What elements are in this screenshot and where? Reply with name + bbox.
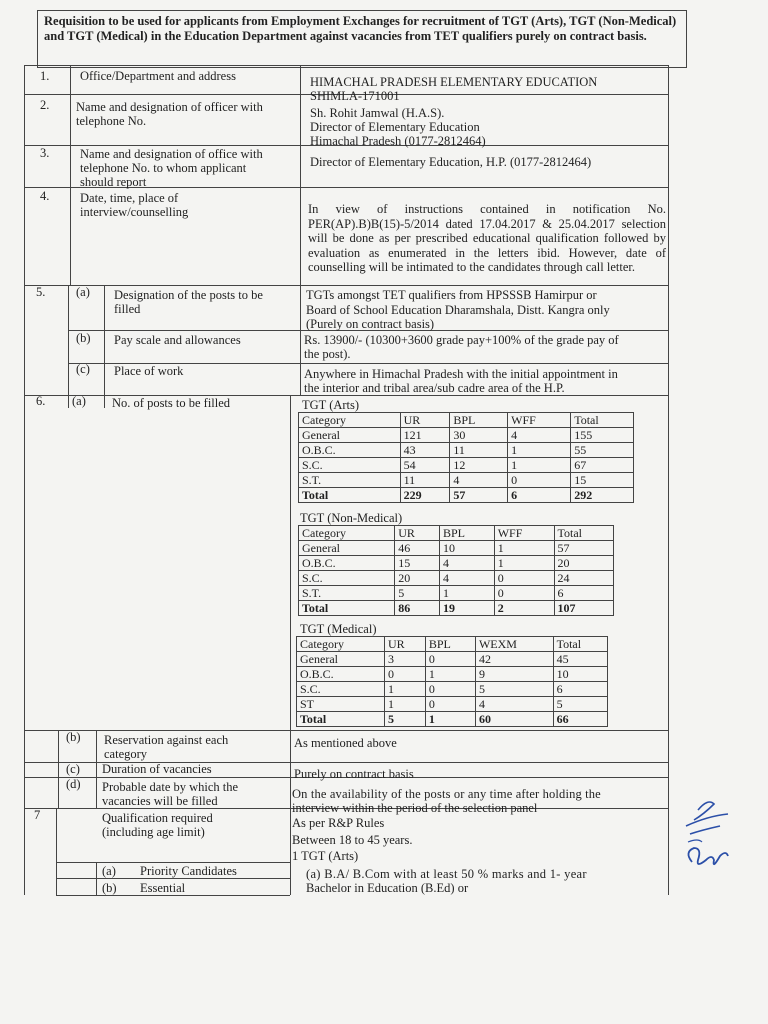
handwritten-signature	[668, 790, 748, 890]
table-tgt-nonmedical	[298, 525, 614, 616]
row-7b-sub: (b)	[102, 881, 117, 895]
table-cell: 57	[450, 488, 508, 503]
row-5a-label-line2: filled	[114, 302, 141, 316]
table-row	[297, 697, 608, 712]
table-cell: 0	[385, 667, 426, 682]
row-1-label: Office/Department and address	[80, 69, 236, 83]
row-7-value-line5: Bachelor in Education (B.Ed) or	[306, 881, 469, 895]
table-cell: 4	[508, 428, 571, 443]
table-row	[299, 571, 614, 586]
table-cell: 229	[400, 488, 450, 503]
table-cell: 42	[475, 652, 553, 667]
row-5b-sub: (b)	[76, 331, 91, 345]
table-cell: S.C.	[299, 571, 395, 586]
row-6b-sub: (b)	[66, 730, 81, 744]
table-cell: S.T.	[299, 473, 401, 488]
table-row	[299, 526, 614, 541]
table-cell: 60	[475, 712, 553, 727]
row-1-value-line2: SHIMLA-171001	[310, 89, 400, 103]
table-cell: 4	[439, 556, 494, 571]
table-cell: Total	[571, 413, 634, 428]
table-cell: 15	[395, 556, 440, 571]
table-cell: UR	[395, 526, 440, 541]
table-cell: 55	[571, 443, 634, 458]
row-7b-label: Essential	[140, 881, 186, 895]
row-5a-label-line1: Designation of the posts to be	[114, 288, 263, 302]
row-7-value-line1: As per R&P Rules	[292, 816, 385, 830]
table-cell: BPL	[439, 526, 494, 541]
table-cell: 5	[385, 712, 426, 727]
table-cell: 9	[475, 667, 553, 682]
table-cell: S.C.	[299, 458, 401, 473]
table-cell: General	[299, 428, 401, 443]
table-cell: S.C.	[297, 682, 385, 697]
table-cell: BPL	[425, 637, 475, 652]
table-nonmed-title: TGT (Non-Medical)	[300, 511, 403, 525]
table-cell: 1	[508, 443, 571, 458]
row-3-label-line3: should report	[80, 175, 147, 189]
table-cell: 20	[554, 556, 613, 571]
table-cell: 67	[571, 458, 634, 473]
table-cell: 10	[439, 541, 494, 556]
table-cell: General	[297, 652, 385, 667]
table-cell: 1	[385, 682, 426, 697]
table-row	[299, 428, 634, 443]
table-row	[299, 556, 614, 571]
table-cell: 3	[385, 652, 426, 667]
table-cell: Category	[299, 526, 395, 541]
table-cell: O.B.C.	[299, 443, 401, 458]
row-6c-label: Duration of vacancies	[102, 762, 212, 776]
table-cell: 20	[395, 571, 440, 586]
table-cell: 10	[553, 667, 607, 682]
row-5-number: 5.	[36, 285, 46, 299]
table-cell: 0	[494, 586, 554, 601]
row-7-value-line4: (a) B.A/ B.Com with at least 50 % marks and 1- year	[306, 867, 587, 881]
row-6b-value: As mentioned above	[294, 736, 397, 750]
row-6d-label-line1: Probable date by which the	[102, 780, 239, 794]
table-cell: WEXM	[475, 637, 553, 652]
row-3-label-line1: Name and designation of office with	[80, 147, 263, 161]
table-cell: S.T.	[299, 586, 395, 601]
table-cell: WFF	[508, 413, 571, 428]
table-row	[297, 712, 608, 727]
table-cell: 1	[494, 541, 554, 556]
table-cell: 24	[554, 571, 613, 586]
row-6d-value-line2: interview within the period of the selection panel	[292, 801, 538, 815]
table-cell: 57	[554, 541, 613, 556]
row-5c-value-line1: Anywhere in Himachal Pradesh with the initial appointment in	[304, 367, 618, 381]
row-2-label-line2: telephone No.	[76, 114, 147, 128]
row-7-label-line2: (including age limit)	[102, 825, 205, 839]
row-2-label-line1: Name and designation of officer with	[76, 100, 263, 114]
table-cell: ST	[297, 697, 385, 712]
table-cell: 4	[475, 697, 553, 712]
table-cell: 19	[439, 601, 494, 616]
row-3-number: 3.	[40, 146, 50, 160]
table-row	[297, 667, 608, 682]
row-6a-label: No. of posts to be filled	[112, 396, 231, 410]
table-cell: 66	[553, 712, 607, 727]
row-5c-value-line2: the interior and tribal area/sub cadre area of the H.P.	[304, 381, 565, 395]
row-5c-sub: (c)	[76, 362, 90, 376]
table-row	[299, 458, 634, 473]
table-cell: 43	[400, 443, 450, 458]
table-cell: 5	[395, 586, 440, 601]
table-cell: 4	[439, 571, 494, 586]
row-6d-sub: (d)	[66, 777, 81, 791]
table-cell: 0	[425, 682, 475, 697]
table-cell: 155	[571, 428, 634, 443]
row-7-label-line1: Qualification required	[102, 811, 213, 825]
document-heading: Requisition to be used for applicants from Employment Exchanges for recruitment of TGT (Arts), TGT (Non-Medical) and TGT (Medical) in the Education Department against vacancies from TET qualifiers purely on contract basis.	[44, 14, 677, 43]
table-cell: Total	[299, 488, 401, 503]
row-2-value-line1: Sh. Rohit Jamwal (H.A.S).	[310, 106, 445, 120]
table-cell: 0	[494, 571, 554, 586]
table-cell: 46	[395, 541, 440, 556]
row-6-number: 6.	[36, 394, 46, 408]
table-cell: O.B.C.	[297, 667, 385, 682]
table-cell: 30	[450, 428, 508, 443]
table-cell: 11	[450, 443, 508, 458]
row-6b-label-line1: Reservation against each	[104, 733, 229, 747]
table-row	[299, 488, 634, 503]
table-cell: 1	[439, 586, 494, 601]
table-cell: 6	[554, 586, 613, 601]
table-cell: Total	[297, 712, 385, 727]
row-2-value-line2: Director of Elementary Education	[310, 120, 480, 134]
row-4-label-line2: interview/counselling	[80, 205, 189, 219]
table-row	[299, 473, 634, 488]
table-arts-title: TGT (Arts)	[302, 398, 360, 412]
table-cell: UR	[400, 413, 450, 428]
table-cell: 107	[554, 601, 613, 616]
row-5a-value-line3: (Purely on contract basis)	[306, 317, 435, 331]
table-cell: Total	[554, 526, 613, 541]
row-5c-label: Place of work	[114, 364, 184, 378]
table-cell: 86	[395, 601, 440, 616]
table-cell: General	[299, 541, 395, 556]
table-cell: Category	[297, 637, 385, 652]
table-cell: 12	[450, 458, 508, 473]
table-row	[297, 652, 608, 667]
table-cell: 0	[425, 697, 475, 712]
table-cell: 54	[400, 458, 450, 473]
table-row	[299, 443, 634, 458]
table-cell: 1	[508, 458, 571, 473]
table-row	[299, 413, 634, 428]
table-row	[299, 601, 614, 616]
table-cell: 6	[508, 488, 571, 503]
table-cell: 1	[425, 667, 475, 682]
row-3-value: Director of Elementary Education, H.P. (0177-2812464)	[310, 155, 592, 169]
table-cell: 6	[553, 682, 607, 697]
row-7-number: 7	[34, 808, 41, 822]
row-6c-sub: (c)	[66, 762, 80, 776]
table-cell: O.B.C.	[299, 556, 395, 571]
table-row	[299, 586, 614, 601]
table-cell: 11	[400, 473, 450, 488]
table-cell: 121	[400, 428, 450, 443]
table-cell: 0	[508, 473, 571, 488]
table-cell: 1	[425, 712, 475, 727]
row-5b-value-line1: Rs. 13900/- (10300+3600 grade pay+100% of the grade pay of	[304, 333, 619, 347]
row-7-value-line3: 1 TGT (Arts)	[292, 849, 359, 863]
row-6c-value: Purely on contract basis	[294, 767, 414, 781]
row-3-label-line2: telephone No. to whom applicant	[80, 161, 247, 175]
table-cell: Total	[299, 601, 395, 616]
row-4-number: 4.	[40, 189, 50, 203]
row-7a-label: Priority Candidates	[140, 864, 237, 878]
row-5a-value-line2: Board of School Education Dharamshala, Distt. Kangra only	[306, 303, 610, 317]
row-5a-sub: (a)	[76, 285, 90, 299]
table-cell: 292	[571, 488, 634, 503]
row-2-value-line3: Himachal Pradesh (0177-2812464)	[310, 134, 486, 148]
row-6a-sub: (a)	[72, 394, 86, 408]
table-cell: 4	[450, 473, 508, 488]
table-row	[297, 637, 608, 652]
table-cell: 0	[425, 652, 475, 667]
table-cell: 5	[553, 697, 607, 712]
row-7-value-line2: Between 18 to 45 years.	[292, 833, 413, 847]
row-1-value-line1: HIMACHAL PRADESH ELEMENTARY EDUCATION	[310, 75, 598, 89]
table-cell: 5	[475, 682, 553, 697]
table-cell: 1	[385, 697, 426, 712]
table-cell: 45	[553, 652, 607, 667]
row-4-label-line1: Date, time, place of	[80, 191, 179, 205]
table-row	[299, 541, 614, 556]
table-cell: 15	[571, 473, 634, 488]
row-5a-value-line1: TGTs amongst TET qualifiers from HPSSSB Hamirpur or	[306, 288, 597, 302]
row-1-number: 1.	[40, 69, 50, 83]
row-6b-label-line2: category	[104, 747, 148, 761]
table-cell: UR	[385, 637, 426, 652]
table-tgt-arts	[298, 412, 634, 503]
table-cell: BPL	[450, 413, 508, 428]
table-med-title: TGT (Medical)	[300, 622, 377, 636]
row-5b-label: Pay scale and allowances	[114, 333, 241, 347]
row-5b-value-line2: the post).	[304, 347, 351, 361]
row-2-number: 2.	[40, 98, 50, 112]
table-row	[297, 682, 608, 697]
table-cell: 1	[494, 556, 554, 571]
row-6d-label-line2: vacancies will be filled	[102, 794, 218, 808]
table-cell: 2	[494, 601, 554, 616]
table-tgt-medical	[296, 636, 608, 727]
row-4-value: In view of instructions contained in notification No. PER(AP).B)B(15)-5/2014 dated 17.04.2017 & 25.04.2017 selection will be done as per prescribed educational qualification followed by evaluation as enumerated in the letters ibid. However, date of counselling will be intimated to the candidates through call letter.	[308, 202, 666, 274]
row-7a-sub: (a)	[102, 864, 116, 878]
table-cell: Total	[553, 637, 607, 652]
table-cell: Category	[299, 413, 401, 428]
table-cell: WFF	[494, 526, 554, 541]
row-6d-value-line1: On the availability of the posts or any time after holding the	[292, 787, 601, 801]
